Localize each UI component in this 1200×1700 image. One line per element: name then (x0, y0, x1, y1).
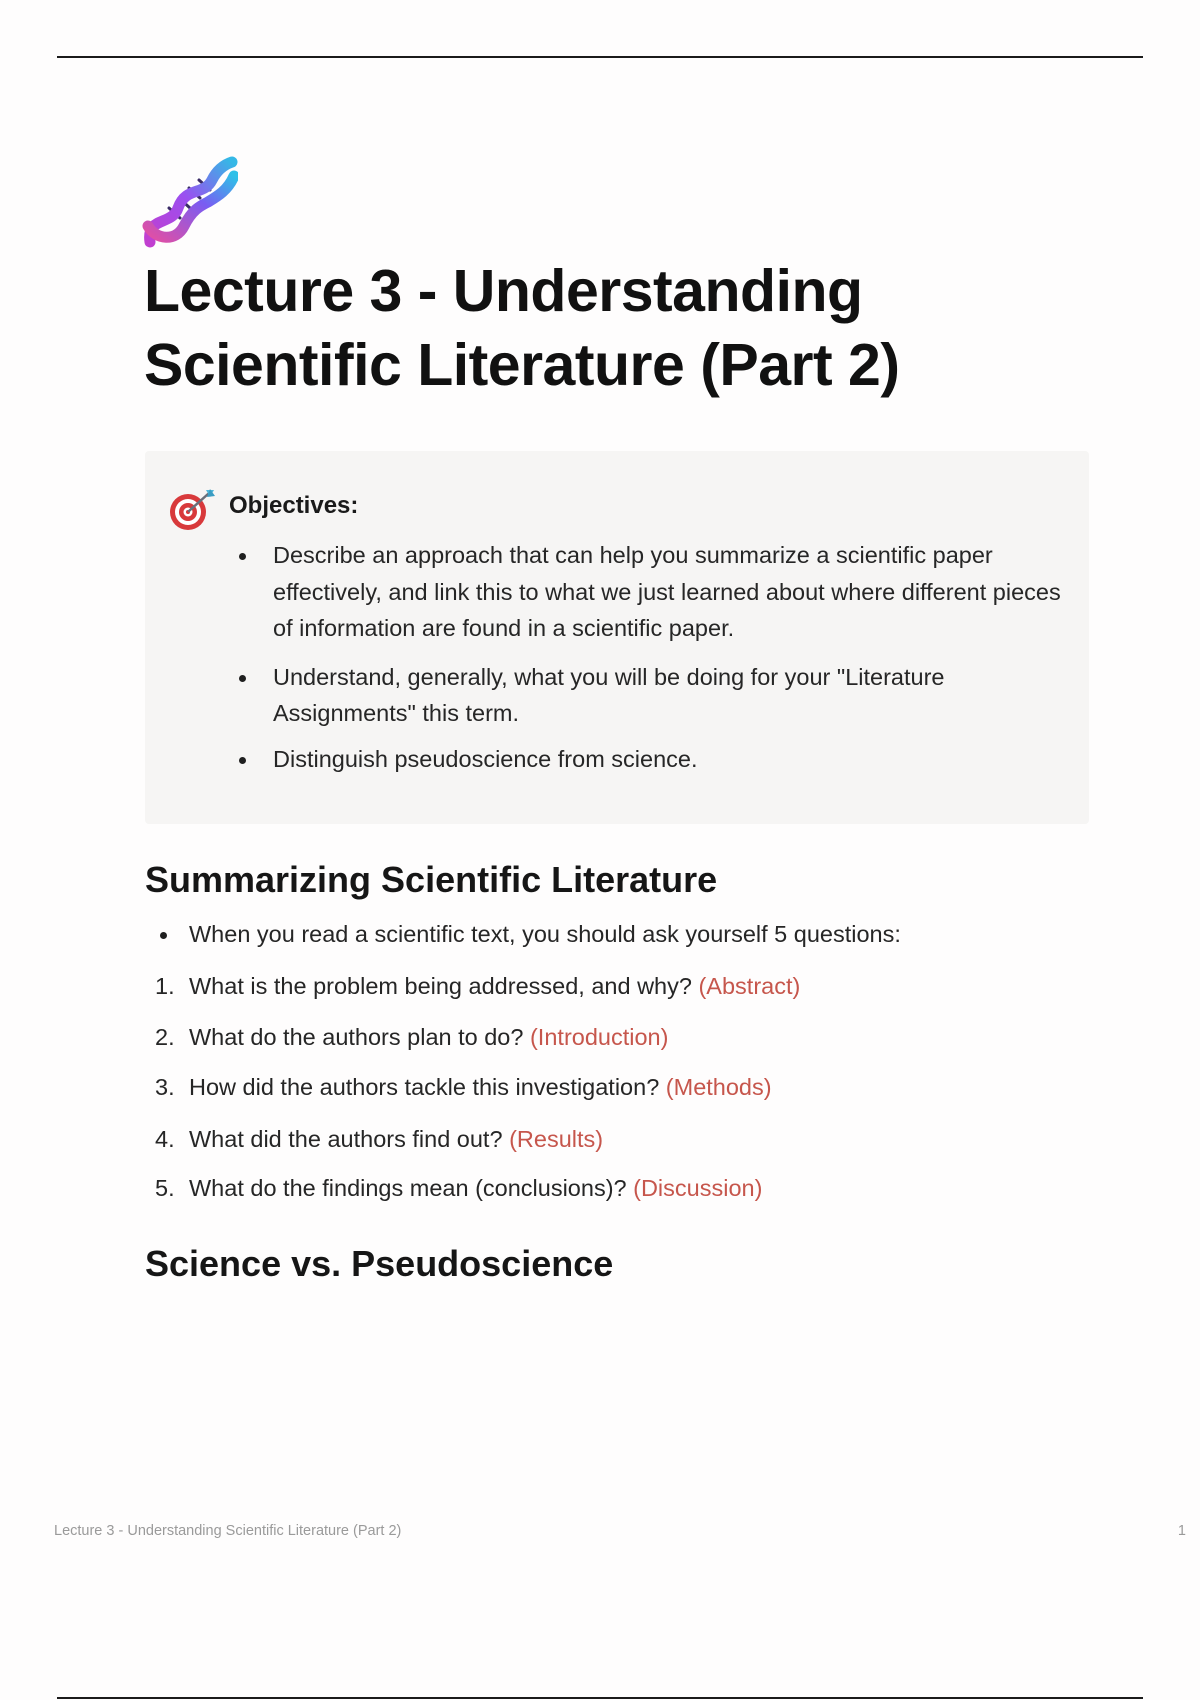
paper-section-label: (Methods) (665, 1074, 772, 1100)
question-number: 4. (155, 1126, 175, 1152)
science-vs-pseudoscience-heading: Science vs. Pseudoscience (145, 1243, 614, 1284)
objectives-callout (145, 451, 1089, 824)
objective-item: Distinguish pseudoscience from science. (229, 741, 1065, 778)
question-item (145, 1020, 1085, 1054)
page-title: Lecture 3 - Understanding Scientific Literature (Part 2) (144, 258, 900, 398)
objective-item: Understand, generally, what you will be doing for your "Literature Assignments" this term. (229, 659, 1065, 732)
objectives-list (229, 537, 1065, 789)
question-number: 3. (155, 1074, 175, 1100)
question-text: What did the authors find out? (189, 1126, 503, 1152)
footer-page-number: 1 (1177, 1523, 1186, 1539)
questions-list (145, 969, 1085, 1205)
paper-section-label: (Introduction) (529, 1024, 669, 1050)
paper-section-label: (Discussion) (633, 1175, 763, 1201)
objectives-heading: Objectives: (229, 492, 359, 519)
question-item (145, 1171, 1085, 1205)
question-text: What do the authors plan to do? (189, 1024, 524, 1050)
question-item (145, 1122, 1085, 1156)
summarizing-heading: Summarizing Scientific Literature (145, 859, 718, 900)
dna-icon (142, 156, 238, 248)
questions-intro-bullet: When you read a scientific text, you should ask yourself 5 questions: (145, 917, 1085, 951)
footer-document-title: Lecture 3 - Understanding Scientific Literature (Part 2) (54, 1523, 402, 1539)
bottom-border-line (57, 1697, 1143, 1699)
question-number: 2. (155, 1024, 175, 1050)
question-item (145, 1070, 1085, 1104)
question-text: What is the problem being addressed, and why? (189, 973, 692, 999)
question-text: How did the authors tackle this investigation? (189, 1074, 660, 1100)
paper-section-label: (Results) (509, 1126, 604, 1152)
question-number: 1. (155, 973, 175, 999)
question-number: 5. (155, 1175, 175, 1201)
top-border-line (57, 56, 1143, 58)
paper-section-label: (Abstract) (698, 973, 801, 999)
objective-item: Describe an approach that can help you summarize a scientific paper effectively, and link this to what we just learned about where different pieces of information are found in a scientific paper. (229, 537, 1065, 647)
question-text: What do the findings mean (conclusions)? (189, 1175, 627, 1201)
question-item (145, 969, 1085, 1003)
target-icon (166, 488, 216, 532)
